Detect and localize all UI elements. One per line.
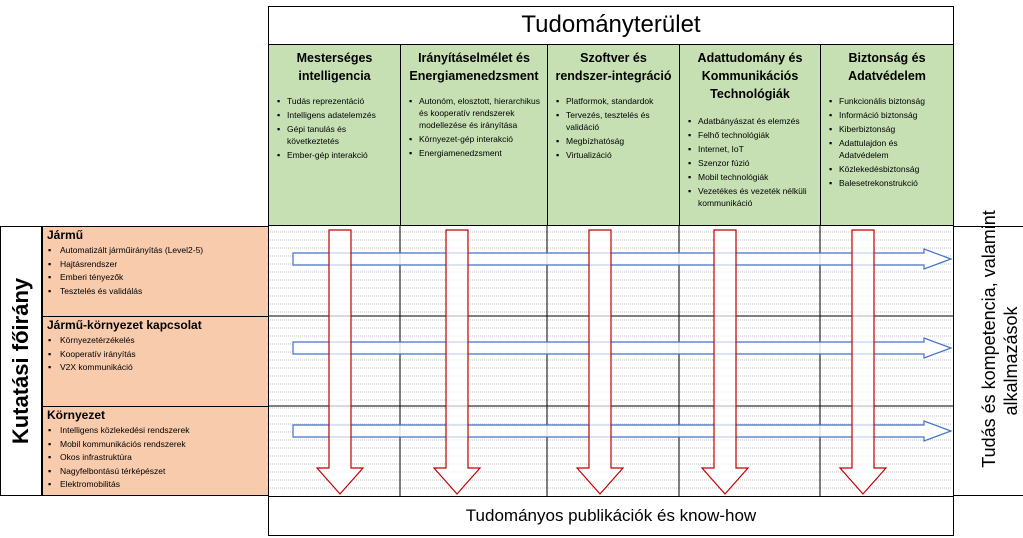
list-item: ▪ Elektromobilitás [48,478,189,492]
research-direction-label: Kutatási főirány [8,277,33,445]
list-item: ▪ Emberi tényezők [48,271,203,285]
diagram-title: Tudományterület [521,11,701,38]
list-item: ▪ Automatizált járműirányítás (Level2-5) [48,244,203,258]
row-heading: Jármű-környezet kapcsolat [47,318,202,332]
list-item: ▪ Energiamenedzsment [409,147,543,159]
row-heading: Környezet [47,408,106,422]
list-item: ▪ Ember-gép interakció [277,149,396,161]
list-item: ▪ Tesztelés és validálás [48,285,203,299]
list-item: ▪ Hajtásrendszer [48,258,203,272]
column-heading: Mesterséges intelligencia [296,51,373,83]
column-heading: Szoftver és rendszer-integráció [555,51,672,83]
list-item: ▪ Gépi tanulás és következtetés [277,123,396,147]
column-heading: Irányításelmélet és Energiamenedzsment [409,51,539,83]
list-item: ▪ Balesetrekonstrukció [829,177,949,189]
down-arrow [434,230,480,494]
down-arrow [840,230,886,494]
list-item: ▪ Adatbányászat és elemzés [688,115,816,127]
right-label-line-1: Tudás és kompetencia, valamint [979,210,999,468]
list-item: ▪ Nagyfelbontású térképészet [48,465,189,479]
list-item: ▪ Funkcionális biztonság [829,95,949,107]
row-heading: Jármű [47,228,84,242]
list-item: ▪ Tudás reprezentáció [277,95,396,107]
list-item: ▪ Autonóm, elosztott, hierarchikus és kooperatív rendszerek modellezése és irányítása [409,95,543,131]
list-item: ▪ Szenzor fúzió [688,157,816,169]
list-item: ▪ Adattulajdon és Adatvédelem [829,137,949,161]
down-arrow [577,230,623,494]
list-item: ▪ Környezetérzékelés [48,334,136,348]
list-item: ▪ Közlekedésbiztonság [829,163,949,175]
column-heading: Biztonság és Adatvédelem [848,51,926,83]
outcome-label: Tudományos publikációk és know-how [465,506,757,525]
list-item: ▪ Intelligens közlekedési rendszerek [48,424,189,438]
list-item: ▪ Környezet-gép interakció [409,133,543,145]
list-item: ▪ Platformok, standardok [556,95,675,107]
down-arrow [702,230,748,494]
column-heading: Adattudomány és Kommunikációs Technológiák [697,51,803,101]
list-item: ▪ Mobil technológiák [688,171,816,183]
list-item: ▪ Kooperatív irányítás [48,348,136,362]
list-item: ▪ Virtualizáció [556,149,675,161]
list-item: ▪ Okos infrastruktúra [48,451,189,465]
list-item: ▪ Kiberbiztonság [829,123,949,135]
list-item: ▪ V2X kommunikáció [48,361,136,375]
list-item: ▪ Internet, IoT [688,143,816,155]
list-item: ▪ Információ biztonság [829,109,949,121]
list-item: ▪ Mobil kommunikációs rendszerek [48,438,189,452]
list-item: ▪ Vezetékes és vezeték nélküli kommunikáció [688,185,816,209]
right-label-line-2: alkalmazások [1001,306,1021,416]
list-item: ▪ Megbízhatóság [556,135,675,147]
list-item: ▪ Tervezés, tesztelés és validáció [556,109,675,133]
list-item: ▪ Intelligens adatelemzés [277,109,396,121]
list-item: ▪ Felhő technológiák [688,129,816,141]
down-arrow [317,230,363,494]
